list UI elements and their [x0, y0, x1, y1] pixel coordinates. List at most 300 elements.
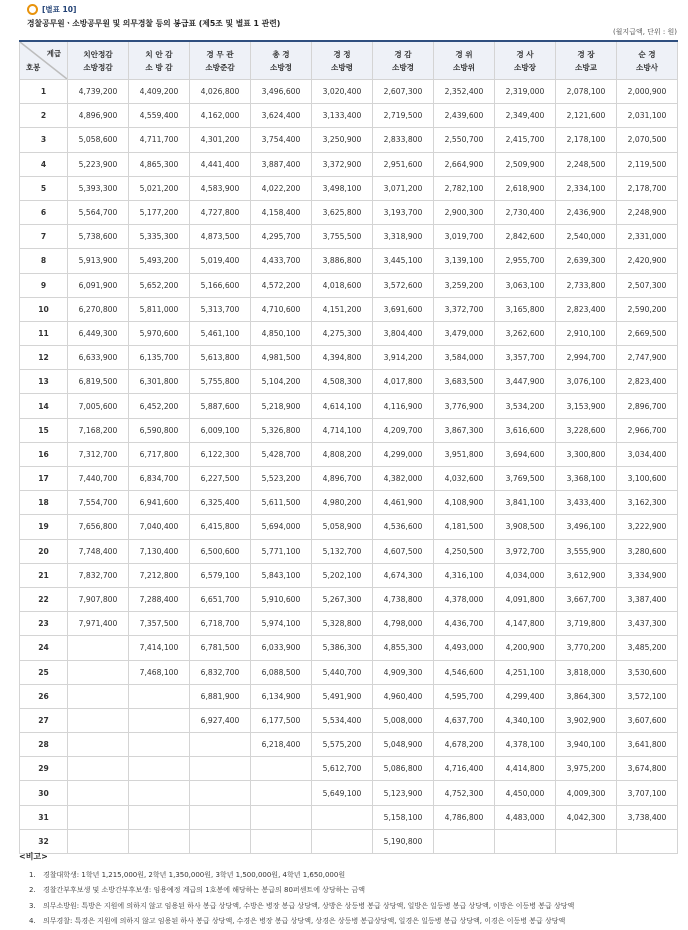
salary-cell: 3,972,700 [495, 539, 556, 563]
salary-cell: 2,900,300 [434, 200, 495, 224]
salary-cell: 5,970,600 [129, 321, 190, 345]
step-cell: 25 [20, 660, 68, 684]
salary-cell: 3,908,500 [495, 515, 556, 539]
salary-cell: 5,313,700 [190, 297, 251, 321]
salary-cell: 4,786,800 [434, 805, 495, 829]
salary-cell: 5,223,900 [68, 152, 129, 176]
table-row [20, 829, 678, 853]
salary-cell: 6,717,800 [129, 442, 190, 466]
salary-cell: 3,262,600 [495, 321, 556, 345]
salary-cell: 4,711,700 [129, 128, 190, 152]
salary-cell: 2,639,300 [556, 249, 617, 273]
police-rank-label: 경 장 [577, 49, 595, 59]
salary-cell: 4,739,200 [68, 80, 129, 104]
salary-cell [68, 708, 129, 732]
salary-cell: 4,301,200 [190, 128, 251, 152]
table-row [20, 757, 678, 781]
table-row [20, 370, 678, 394]
salary-cell: 5,048,900 [373, 733, 434, 757]
salary-cell: 3,063,100 [495, 273, 556, 297]
salary-cell: 3,572,600 [373, 273, 434, 297]
salary-cell: 5,611,500 [251, 491, 312, 515]
note-number: 2. [29, 886, 36, 895]
salary-cell: 3,485,200 [617, 636, 678, 660]
salary-cell: 2,669,500 [617, 321, 678, 345]
salary-cell: 3,886,800 [312, 249, 373, 273]
step-cell: 13 [20, 370, 68, 394]
salary-cell: 4,738,800 [373, 587, 434, 611]
salary-cell: 4,436,700 [434, 612, 495, 636]
salary-cell: 2,078,100 [556, 80, 617, 104]
salary-cell: 3,841,100 [495, 491, 556, 515]
salary-cell [68, 636, 129, 660]
salary-cell [129, 684, 190, 708]
note-number: 3. [29, 901, 36, 910]
column-header [617, 41, 678, 80]
salary-cell: 5,738,600 [68, 225, 129, 249]
salary-cell: 6,881,900 [190, 684, 251, 708]
salary-cell: 2,507,300 [617, 273, 678, 297]
salary-cell: 4,716,400 [434, 757, 495, 781]
salary-cell: 3,738,400 [617, 805, 678, 829]
step-cell: 12 [20, 346, 68, 370]
salary-cell: 3,755,500 [312, 225, 373, 249]
table-row [20, 684, 678, 708]
salary-cell [68, 660, 129, 684]
salary-cell [251, 829, 312, 853]
salary-cell: 5,612,700 [312, 757, 373, 781]
salary-cell: 4,678,200 [434, 733, 495, 757]
salary-cell [129, 781, 190, 805]
salary-cell: 4,960,400 [373, 684, 434, 708]
step-cell: 27 [20, 708, 68, 732]
salary-cell: 3,691,600 [373, 297, 434, 321]
salary-cell: 7,440,700 [68, 467, 129, 491]
salary-cell: 3,447,900 [495, 370, 556, 394]
salary-cell [556, 829, 617, 853]
table-header-line [27, 3, 76, 16]
salary-cell: 3,445,100 [373, 249, 434, 273]
table-row [20, 200, 678, 224]
salary-cell: 5,575,200 [312, 733, 373, 757]
salary-cell: 2,955,700 [495, 249, 556, 273]
salary-cell: 5,267,300 [312, 587, 373, 611]
unit-note: (월지급액, 단위 : 원) [612, 28, 677, 36]
salary-cell: 5,613,800 [190, 346, 251, 370]
salary-cell: 4,572,200 [251, 273, 312, 297]
salary-cell: 5,326,800 [251, 418, 312, 442]
salary-cell: 2,951,600 [373, 152, 434, 176]
salary-cell [68, 829, 129, 853]
salary-cell: 3,368,100 [556, 467, 617, 491]
salary-cell: 3,584,000 [434, 346, 495, 370]
police-rank-label: 경 사 [516, 49, 534, 59]
salary-cell: 3,496,100 [556, 515, 617, 539]
salary-cell: 4,909,300 [373, 660, 434, 684]
salary-cell: 6,033,900 [251, 636, 312, 660]
salary-cell: 3,534,200 [495, 394, 556, 418]
salary-cell: 3,162,300 [617, 491, 678, 515]
column-header [312, 41, 373, 80]
fire-rank-label: 소방준감 [205, 62, 235, 72]
salary-cell: 3,707,100 [617, 781, 678, 805]
salary-cell: 4,508,300 [312, 370, 373, 394]
salary-cell: 3,300,800 [556, 442, 617, 466]
salary-cell: 4,981,500 [251, 346, 312, 370]
salary-cell: 4,798,000 [373, 612, 434, 636]
column-header [373, 41, 434, 80]
step-cell: 19 [20, 515, 68, 539]
salary-cell: 4,674,300 [373, 563, 434, 587]
salary-cell: 4,299,400 [495, 684, 556, 708]
salary-cell: 2,070,500 [617, 128, 678, 152]
salary-cell: 3,818,000 [556, 660, 617, 684]
table-row [20, 80, 678, 104]
step-cell: 11 [20, 321, 68, 345]
step-cell: 5 [20, 176, 68, 200]
salary-cell: 5,652,200 [129, 273, 190, 297]
salary-cell: 2,833,800 [373, 128, 434, 152]
salary-cell: 3,076,100 [556, 370, 617, 394]
salary-cell: 3,674,800 [617, 757, 678, 781]
salary-cell: 6,134,900 [251, 684, 312, 708]
salary-cell [190, 829, 251, 853]
column-header [434, 41, 495, 80]
step-cell: 24 [20, 636, 68, 660]
salary-cell: 6,718,700 [190, 612, 251, 636]
salary-cell: 5,328,800 [312, 612, 373, 636]
salary-cell: 7,040,400 [129, 515, 190, 539]
salary-cell: 4,009,300 [556, 781, 617, 805]
salary-cell: 2,178,100 [556, 128, 617, 152]
police-rank-label: 경 감 [394, 49, 412, 59]
column-header [68, 41, 129, 80]
remark-note [19, 899, 679, 914]
salary-cell: 2,842,600 [495, 225, 556, 249]
salary-cell [190, 805, 251, 829]
salary-cell: 3,867,300 [434, 418, 495, 442]
salary-cell: 2,896,700 [617, 394, 678, 418]
salary-cell: 5,910,600 [251, 587, 312, 611]
table-row [20, 612, 678, 636]
salary-cell: 3,804,400 [373, 321, 434, 345]
salary-cell: 7,288,400 [129, 587, 190, 611]
salary-cell: 5,771,100 [251, 539, 312, 563]
salary-cell: 3,100,600 [617, 467, 678, 491]
remarks-title: <비고> [19, 852, 48, 861]
salary-cell: 6,325,400 [190, 491, 251, 515]
table-row [20, 394, 678, 418]
salary-cell: 3,139,100 [434, 249, 495, 273]
salary-cell: 5,564,700 [68, 200, 129, 224]
fire-rank-label: 소방령 [330, 62, 353, 72]
salary-cell: 7,414,100 [129, 636, 190, 660]
salary-cell: 3,357,700 [495, 346, 556, 370]
salary-cell: 6,832,700 [190, 660, 251, 684]
step-cell: 21 [20, 563, 68, 587]
step-cell: 32 [20, 829, 68, 853]
salary-cell: 2,730,400 [495, 200, 556, 224]
salary-cell: 3,769,500 [495, 467, 556, 491]
fire-rank-label: 소 방 감 [145, 62, 173, 72]
remark-note [19, 914, 679, 929]
rank-label: 계급 [46, 49, 61, 58]
table-row [20, 491, 678, 515]
salary-cell: 5,019,400 [190, 249, 251, 273]
note-number: 1. [29, 871, 36, 879]
salary-cell: 2,664,900 [434, 152, 495, 176]
salary-cell: 4,714,100 [312, 418, 373, 442]
table-row [20, 418, 678, 442]
salary-cell: 5,218,900 [251, 394, 312, 418]
salary-cell: 6,590,800 [129, 418, 190, 442]
circle-bullet-icon [27, 4, 38, 15]
salary-cell: 7,554,700 [68, 491, 129, 515]
salary-cell [434, 829, 495, 853]
salary-cell: 3,555,900 [556, 539, 617, 563]
salary-cell: 3,607,600 [617, 708, 678, 732]
step-cell: 26 [20, 684, 68, 708]
column-header [556, 41, 617, 80]
salary-cell: 2,121,600 [556, 104, 617, 128]
salary-cell: 2,823,400 [617, 370, 678, 394]
salary-cell: 4,250,500 [434, 539, 495, 563]
salary-cell: 4,158,400 [251, 200, 312, 224]
salary-cell: 7,312,700 [68, 442, 129, 466]
table-row [20, 104, 678, 128]
salary-cell: 4,034,000 [495, 563, 556, 587]
step-cell: 23 [20, 612, 68, 636]
salary-cell: 6,301,800 [129, 370, 190, 394]
salary-cell: 4,614,100 [312, 394, 373, 418]
column-header [129, 41, 190, 80]
salary-cell: 5,058,600 [68, 128, 129, 152]
salary-cell: 3,133,400 [312, 104, 373, 128]
salary-cell: 3,667,700 [556, 587, 617, 611]
salary-cell: 6,449,300 [68, 321, 129, 345]
column-header [495, 41, 556, 80]
salary-cell: 6,579,100 [190, 563, 251, 587]
salary-cell: 4,450,000 [495, 781, 556, 805]
salary-cell: 3,887,400 [251, 152, 312, 176]
salary-cell: 6,633,900 [68, 346, 129, 370]
salary-cell: 3,165,800 [495, 297, 556, 321]
salary-cell: 3,259,200 [434, 273, 495, 297]
salary-cell: 3,372,900 [312, 152, 373, 176]
salary-cell: 2,436,900 [556, 200, 617, 224]
salary-cell: 2,540,000 [556, 225, 617, 249]
salary-cell: 4,409,200 [129, 80, 190, 104]
salary-cell: 4,151,200 [312, 297, 373, 321]
salary-cell: 4,461,900 [373, 491, 434, 515]
salary-cell: 7,656,800 [68, 515, 129, 539]
salary-cell: 4,108,900 [434, 491, 495, 515]
fire-rank-label: 소방사 [635, 62, 658, 72]
salary-cell: 5,461,100 [190, 321, 251, 345]
salary-cell: 4,181,500 [434, 515, 495, 539]
salary-cell: 6,009,100 [190, 418, 251, 442]
salary-cell: 3,902,900 [556, 708, 617, 732]
salary-cell: 2,331,000 [617, 225, 678, 249]
salary-cell: 5,008,000 [373, 708, 434, 732]
step-cell: 10 [20, 297, 68, 321]
salary-cell: 4,032,600 [434, 467, 495, 491]
salary-cell: 4,583,900 [190, 176, 251, 200]
salary-cell: 3,864,300 [556, 684, 617, 708]
salary-cell: 3,318,900 [373, 225, 434, 249]
salary-cell: 2,618,900 [495, 176, 556, 200]
salary-cell: 3,193,700 [373, 200, 434, 224]
police-rank-label: 총 경 [272, 49, 290, 59]
table-row [20, 660, 678, 684]
salary-cell: 4,980,200 [312, 491, 373, 515]
salary-cell: 7,468,100 [129, 660, 190, 684]
salary-cell: 5,393,300 [68, 176, 129, 200]
salary-cell: 4,316,100 [434, 563, 495, 587]
table-row [20, 152, 678, 176]
salary-cell: 4,752,300 [434, 781, 495, 805]
salary-cell: 2,782,100 [434, 176, 495, 200]
table-number: [별표 10] [42, 5, 77, 14]
salary-cell: 4,209,700 [373, 418, 434, 442]
salary-cell: 4,378,100 [495, 733, 556, 757]
salary-cell: 7,357,500 [129, 612, 190, 636]
salary-cell: 5,386,300 [312, 636, 373, 660]
salary-cell: 6,122,300 [190, 442, 251, 466]
salary-cell: 4,378,000 [434, 587, 495, 611]
salary-cell [190, 757, 251, 781]
salary-cell: 3,387,400 [617, 587, 678, 611]
salary-cell [312, 829, 373, 853]
step-cell: 7 [20, 225, 68, 249]
salary-cell: 4,394,800 [312, 346, 373, 370]
salary-cell [68, 757, 129, 781]
salary-cell: 3,433,400 [556, 491, 617, 515]
salary-cell: 4,251,100 [495, 660, 556, 684]
salary-cell: 2,550,700 [434, 128, 495, 152]
salary-cell: 3,498,100 [312, 176, 373, 200]
salary-cell: 3,222,900 [617, 515, 678, 539]
salary-cell: 4,200,900 [495, 636, 556, 660]
police-rank-label: 경 정 [333, 49, 351, 59]
salary-cell: 3,641,800 [617, 733, 678, 757]
salary-cell: 4,275,300 [312, 321, 373, 345]
police-rank-label: 경 무 관 [206, 49, 234, 59]
salary-cell: 5,335,300 [129, 225, 190, 249]
salary-cell: 4,022,200 [251, 176, 312, 200]
table-row [20, 225, 678, 249]
table-row [20, 805, 678, 829]
note-number: 4. [29, 917, 36, 926]
salary-cell: 5,523,200 [251, 467, 312, 491]
salary-cell [129, 757, 190, 781]
table-row [20, 176, 678, 200]
salary-cell: 7,907,800 [68, 587, 129, 611]
salary-cell: 5,132,700 [312, 539, 373, 563]
salary-cell: 5,428,700 [251, 442, 312, 466]
fire-rank-label: 소방교 [574, 62, 597, 72]
salary-table [19, 40, 678, 854]
salary-cell: 7,005,600 [68, 394, 129, 418]
salary-cell: 6,927,400 [190, 708, 251, 732]
salary-cell [617, 829, 678, 853]
fire-rank-label: 소방경 [391, 62, 414, 72]
salary-cell: 5,190,800 [373, 829, 434, 853]
table-row [20, 636, 678, 660]
salary-cell: 4,896,900 [68, 104, 129, 128]
salary-cell [68, 733, 129, 757]
salary-cell: 5,123,900 [373, 781, 434, 805]
remark-note [19, 868, 679, 883]
salary-cell: 3,719,800 [556, 612, 617, 636]
salary-cell: 6,452,200 [129, 394, 190, 418]
salary-cell: 4,595,700 [434, 684, 495, 708]
salary-cell: 2,439,600 [434, 104, 495, 128]
salary-cell: 4,091,800 [495, 587, 556, 611]
step-cell: 17 [20, 467, 68, 491]
salary-cell: 3,616,600 [495, 418, 556, 442]
police-rank-label: 순 경 [638, 49, 656, 59]
salary-cell: 3,437,300 [617, 612, 678, 636]
remarks-section [19, 851, 679, 930]
table-row [20, 249, 678, 273]
salary-cell: 2,823,400 [556, 297, 617, 321]
table-row [20, 781, 678, 805]
table-row [20, 563, 678, 587]
salary-cell: 7,832,700 [68, 563, 129, 587]
salary-cell: 3,754,400 [251, 128, 312, 152]
salary-cell: 4,295,700 [251, 225, 312, 249]
step-cell: 22 [20, 587, 68, 611]
salary-cell: 6,270,800 [68, 297, 129, 321]
salary-cell: 3,250,900 [312, 128, 373, 152]
salary-cell: 4,162,000 [190, 104, 251, 128]
salary-cell: 3,951,800 [434, 442, 495, 466]
salary-cell [68, 684, 129, 708]
police-rank-label: 경 위 [455, 49, 473, 59]
salary-cell: 5,440,700 [312, 660, 373, 684]
step-cell: 28 [20, 733, 68, 757]
fire-rank-label: 소방정감 [83, 62, 113, 72]
table-row [20, 297, 678, 321]
salary-cell: 3,019,700 [434, 225, 495, 249]
salary-cell: 5,158,100 [373, 805, 434, 829]
salary-cell: 6,218,400 [251, 733, 312, 757]
salary-cell: 4,536,600 [373, 515, 434, 539]
salary-cell: 2,119,500 [617, 152, 678, 176]
salary-cell [68, 805, 129, 829]
salary-cell: 4,483,000 [495, 805, 556, 829]
step-cell: 1 [20, 80, 68, 104]
salary-cell: 5,887,600 [190, 394, 251, 418]
table-row [20, 128, 678, 152]
salary-cell: 6,500,600 [190, 539, 251, 563]
salary-cell: 7,971,400 [68, 612, 129, 636]
salary-cell: 4,710,600 [251, 297, 312, 321]
salary-cell [251, 757, 312, 781]
salary-cell: 4,727,800 [190, 200, 251, 224]
salary-cell: 4,433,700 [251, 249, 312, 273]
salary-cell: 2,607,300 [373, 80, 434, 104]
salary-cell [190, 733, 251, 757]
note-text: 의무경찰: 특경은 지원에 의하지 않고 임용된 하사 봉급 상당액, 수경은 병장 봉급 상당액, 상경은 상등병 봉급상당액, 일경은 일등병 봉급 상당액, 이경은 이등병 봉급 상당액 [43, 917, 566, 926]
salary-cell: 4,850,100 [251, 321, 312, 345]
salary-cell: 4,855,300 [373, 636, 434, 660]
step-cell: 6 [20, 200, 68, 224]
salary-cell: 3,479,000 [434, 321, 495, 345]
salary-cell: 5,534,400 [312, 708, 373, 732]
salary-cell: 2,349,400 [495, 104, 556, 128]
